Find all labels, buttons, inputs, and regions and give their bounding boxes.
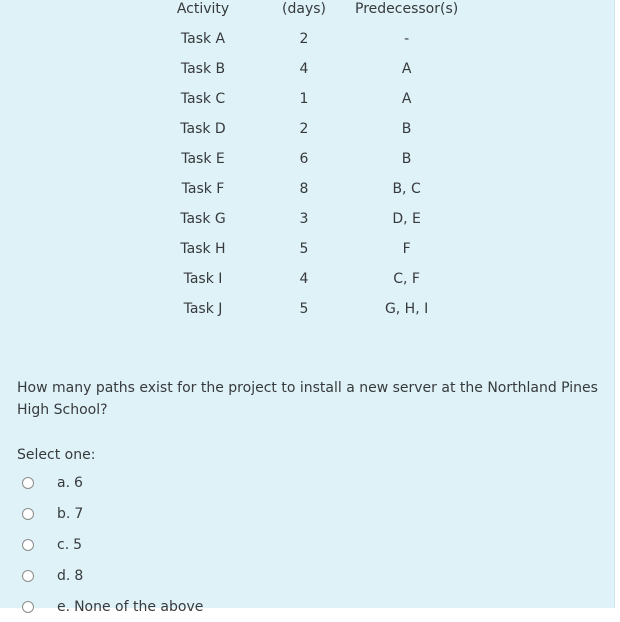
- option-letter: e.: [57, 598, 71, 615]
- cell-activity: Task J: [183, 301, 223, 317]
- answer-option-label[interactable]: [57, 568, 83, 584]
- cell-predecessors: A: [401, 61, 412, 77]
- option-letter: a.: [57, 474, 71, 491]
- answer-option-label[interactable]: [57, 506, 83, 522]
- cell-activity: Task B: [180, 61, 226, 77]
- cell-days: 1: [299, 91, 309, 107]
- radio-button[interactable]: [22, 508, 34, 520]
- radio-button[interactable]: [22, 477, 34, 489]
- cell-activity: Task I: [183, 271, 223, 287]
- cell-predecessors: C, F: [393, 271, 420, 287]
- table-header-row: [153, 0, 458, 24]
- table-row: [153, 234, 458, 264]
- cell-days: 8: [299, 181, 309, 197]
- answer-options: [17, 467, 203, 622]
- cell-activity: Task C: [180, 91, 226, 107]
- table-row: [153, 84, 458, 114]
- table-row: [153, 24, 458, 54]
- cell-days: 2: [299, 121, 309, 137]
- cell-days: 6: [299, 151, 309, 167]
- cell-predecessors: B: [401, 121, 412, 137]
- table-row: [153, 174, 458, 204]
- cell-predecessors: D, E: [392, 211, 421, 227]
- option-text: 5: [73, 536, 83, 553]
- cell-activity: Task E: [181, 151, 225, 167]
- radio-button[interactable]: [22, 601, 34, 613]
- table-row: [153, 294, 458, 324]
- answer-option-d[interactable]: [17, 560, 203, 591]
- cell-predecessors: B: [401, 151, 412, 167]
- answer-option-e[interactable]: [17, 591, 203, 622]
- option-letter: c.: [57, 536, 70, 553]
- cell-predecessors: A: [401, 91, 412, 107]
- cell-days: 2: [299, 31, 309, 47]
- radio-button[interactable]: [22, 539, 34, 551]
- cell-days: 3: [299, 211, 309, 227]
- cell-days: 4: [299, 271, 309, 287]
- option-text: None of the above: [74, 598, 204, 615]
- cell-activity: Task D: [180, 121, 226, 137]
- option-text: 6: [74, 474, 83, 491]
- option-letter: d.: [57, 567, 71, 584]
- cell-activity: Task F: [181, 181, 225, 197]
- cell-predecessors: G, H, I: [384, 301, 429, 317]
- option-text: 8: [74, 567, 84, 584]
- activity-table: [153, 0, 458, 324]
- cell-days: 5: [299, 301, 309, 317]
- cell-predecessors: -: [404, 31, 410, 47]
- cell-days: 5: [299, 241, 309, 257]
- answer-option-label[interactable]: [57, 475, 83, 491]
- answer-option-b[interactable]: [17, 498, 203, 529]
- question-text: How many paths exist for the project to install a new server at the Northland Pines High School?: [17, 380, 598, 418]
- table-row: [153, 264, 458, 294]
- answer-option-a[interactable]: [17, 467, 203, 498]
- table-row: [153, 204, 458, 234]
- header-predecessors: Predecessor(s): [355, 1, 459, 17]
- table-row: [153, 54, 458, 84]
- cell-activity: Task G: [180, 211, 226, 227]
- answer-option-label[interactable]: [57, 599, 203, 615]
- table-row: [153, 114, 458, 144]
- answer-option-label[interactable]: [57, 537, 82, 553]
- answer-option-c[interactable]: [17, 529, 203, 560]
- table-row: [153, 144, 458, 174]
- select-one-prompt: Select one:: [17, 447, 96, 463]
- cell-predecessors: B, C: [392, 181, 421, 197]
- header-days: (days): [282, 1, 326, 17]
- option-text: 7: [74, 505, 84, 522]
- cell-activity: Task H: [180, 241, 226, 257]
- option-letter: b.: [57, 505, 71, 522]
- cell-days: 4: [299, 61, 309, 77]
- header-activity: Activity: [176, 1, 230, 17]
- radio-button[interactable]: [22, 570, 34, 582]
- cell-activity: Task A: [180, 31, 226, 47]
- cell-predecessors: F: [402, 241, 411, 257]
